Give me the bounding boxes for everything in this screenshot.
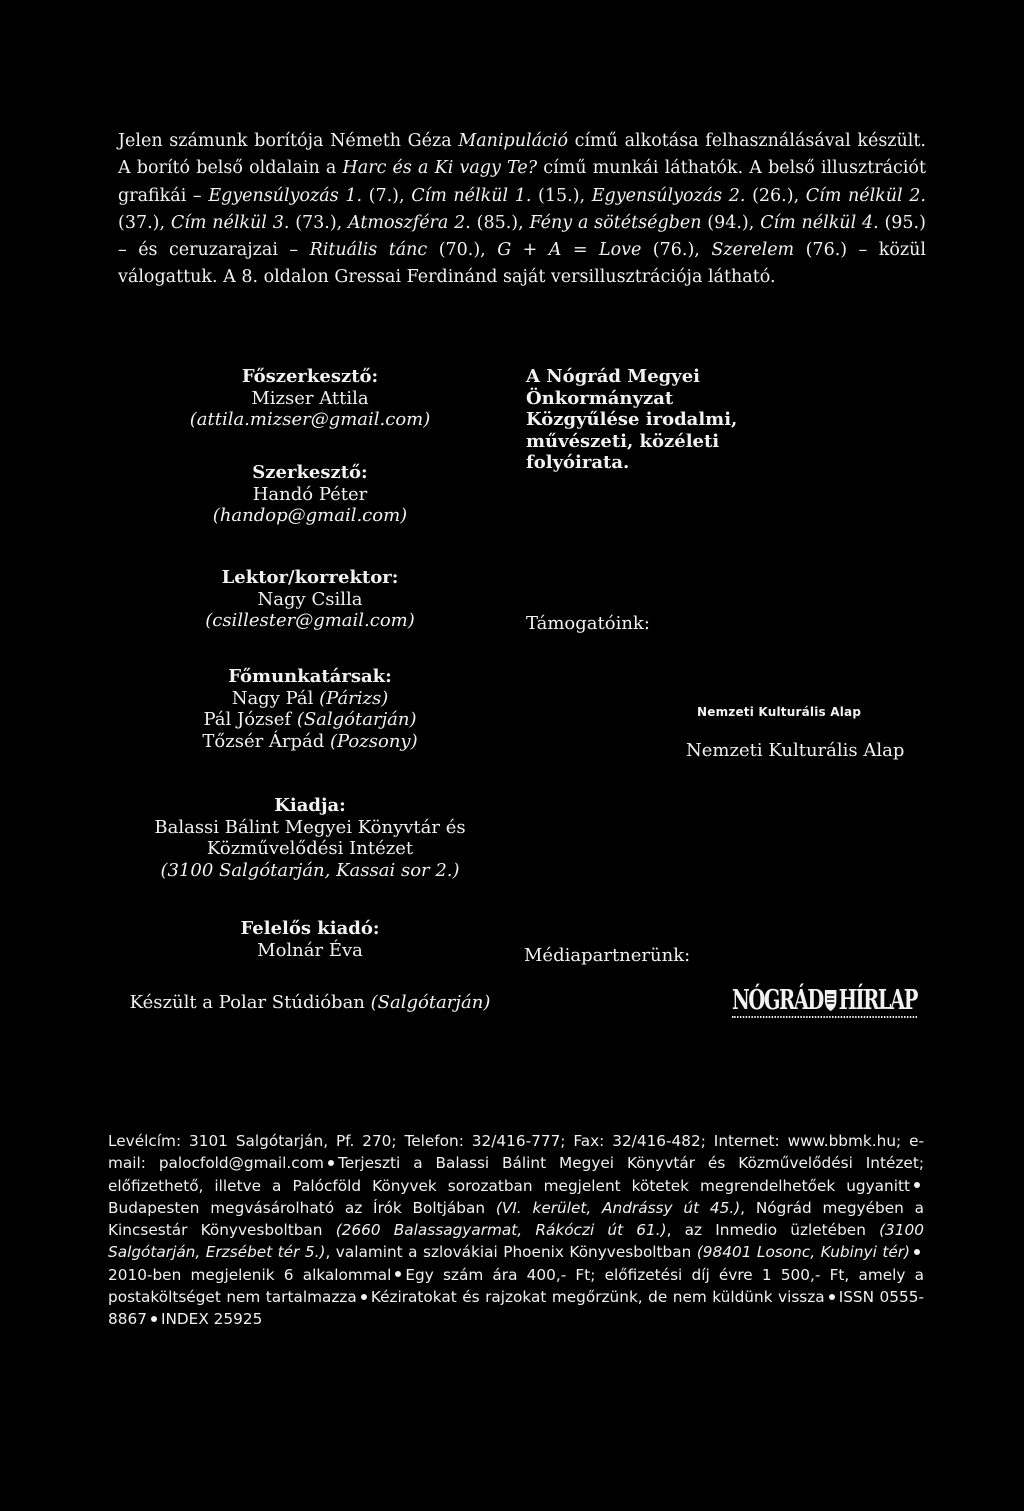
contributor-place: (Párizs) — [319, 687, 389, 709]
intro-text-segment: (95.) – és ceruzarajzai – — [118, 212, 926, 261]
contributors-label: Főmunkatársak: — [228, 666, 392, 687]
contributor-name: Tőzsér Árpád — [202, 730, 331, 752]
editor-in-chief-email: (attila.mizser@gmail.com) — [189, 409, 431, 430]
bullet-dot — [914, 1249, 920, 1255]
footer-text-segment: , valamint a szlovákiai Phoenix Könyvesboltban — [325, 1243, 697, 1262]
intro-text-segment: című alkotása felhasználásával készült. A borító belső oldalain a — [118, 131, 926, 179]
footer-text-segment: Egy szám ára 400,- Ft; előfizetési díj évre 1 500,- Ft, amely a postaköltséget nem tartalmazza — [108, 1265, 924, 1307]
footer-text-segment: INDEX 25925 — [160, 1310, 263, 1329]
intro-text-segment: (26.), — [745, 185, 806, 206]
bullet-dot — [151, 1316, 157, 1322]
intro-text-segment: Manipuláció — [458, 131, 568, 151]
intro-text-segment: Cím nélkül 4. — [760, 212, 879, 233]
contributor-place: (Salgótarján) — [296, 709, 417, 730]
nograd-hirlap-logo — [732, 985, 989, 1018]
contributor-row — [160, 731, 460, 753]
responsible-publisher-label: Felelős kiadó: — [240, 918, 380, 939]
intro-text-segment: (15.), — [531, 185, 592, 206]
intro-text-segment: (85.), — [470, 212, 530, 233]
intro-text-segment: Jelen számunk borítója Németh Géza — [118, 131, 459, 151]
intro-text-segment: Fény a sötétségben — [529, 212, 702, 233]
footer-text-segment: , az Inmedio üzletében — [666, 1221, 880, 1240]
intro-text-segment: Cím nélkül 3. — [170, 212, 290, 233]
journal-line: folyóirata. — [526, 452, 630, 473]
footer-text-segment: (VI. kerület, Andrássy út 45.) — [495, 1198, 741, 1217]
bullet-dot — [361, 1294, 367, 1300]
journal-description — [526, 366, 786, 474]
intro-text-segment: Cím nélkül 1. — [411, 185, 532, 206]
intro-text-segment: (7.), — [362, 185, 412, 206]
footer-info — [108, 1130, 924, 1331]
responsible-publisher-name: Molnár Éva — [257, 939, 363, 961]
publisher-line: Közművelődési Intézet — [206, 838, 414, 859]
journal-line: Önkormányzat — [526, 387, 674, 409]
bullet-dot — [914, 1182, 920, 1188]
supporter-name: Nemzeti Kulturális Alap — [686, 740, 905, 761]
bullet-dot — [395, 1271, 401, 1277]
contributor-name: Nagy Pál — [231, 687, 320, 709]
editor-in-chief-block — [160, 366, 460, 431]
intro-text-segment: (76.) – közül válogattuk. A 8. oldalon Gressai Ferdinánd saját versillusztrációja látható. — [118, 240, 926, 288]
editor-name: Handó Péter — [252, 483, 368, 505]
proofreader-block — [160, 567, 460, 632]
intro-text-segment: (70.), — [427, 240, 498, 261]
studio-place: (Salgótarján) — [370, 992, 491, 1013]
publisher-block — [130, 795, 490, 881]
footer-text-segment: (98401 Losonc, Kubinyi tér) — [696, 1243, 910, 1262]
intro-paragraph — [118, 128, 926, 292]
footer-text-segment: ISSN 0555-8867 — [108, 1288, 924, 1329]
proofreader-email: (csillester@gmail.com) — [205, 610, 415, 631]
nka-logo: Nemzeti Kulturális Alap — [697, 705, 862, 719]
media-partner-label: Médiapartnerünk: — [524, 945, 691, 966]
studio-text: Készült a Polar Stúdióban — [129, 992, 371, 1013]
editor-email: (handop@gmail.com) — [212, 505, 408, 526]
contributor-place: (Pozsony) — [330, 730, 418, 752]
responsible-publisher-block — [160, 918, 460, 961]
intro-text-segment: (73.), — [289, 212, 349, 233]
intro-text-segment: című munkái láthatók. A belső illusztrációt grafikái – — [118, 158, 927, 206]
contributors-block — [160, 666, 460, 752]
journal-line: A Nógrád Megyei — [526, 366, 700, 387]
supporters-label: Támogatóink: — [526, 613, 650, 634]
studio-line — [100, 992, 520, 1014]
bullet-dot — [328, 1160, 334, 1166]
editor-in-chief-label: Főszerkesztő: — [241, 366, 379, 387]
intro-text-segment: G + A = Love — [497, 240, 642, 261]
intro-text-segment: (37.), — [118, 212, 171, 233]
footer-text-segment: 2010-ben megjelenik 6 alkalommal — [108, 1265, 392, 1284]
editor-block — [160, 462, 460, 527]
intro-text-segment: (94.), — [701, 212, 761, 233]
masthead-right: HÍRLAP — [838, 985, 917, 1016]
intro-text-segment: Harc és a Ki vagy Te? — [342, 158, 538, 179]
crest-icon — [823, 988, 837, 1012]
intro-text-segment: Rituális tánc — [309, 240, 428, 261]
intro-text-segment: Egyensúlyozás 1. — [208, 185, 363, 206]
proofreader-name: Nagy Csilla — [257, 588, 363, 610]
proofreader-label: Lektor/korrektor: — [221, 567, 399, 588]
contributor-row — [160, 688, 460, 710]
editor-in-chief-name: Mizser Attila — [251, 387, 369, 409]
journal-line: művészeti, közéleti — [526, 430, 720, 452]
intro-text-segment: (76.), — [641, 240, 712, 261]
footer-text-segment: (2660 Balassagyarmat, Rákóczi út 61.) — [335, 1221, 667, 1240]
journal-line: Közgyűlése irodalmi, — [526, 409, 738, 430]
contributor-row — [160, 709, 460, 731]
contributor-name: Pál József — [203, 709, 297, 730]
editor-label: Szerkesztő: — [252, 462, 368, 483]
intro-text-segment: Egyensúlyozás 2. — [591, 185, 746, 206]
publisher-address: (3100 Salgótarján, Kassai sor 2.) — [160, 859, 460, 881]
publisher-line: Balassi Bálint Megyei Könyvtár és — [154, 816, 466, 838]
masthead-left: NÓGRÁD — [732, 985, 823, 1016]
footer-text-segment: Levélcím: 3101 Salgótarján, Pf. 270; Telefon: 32/416-777; Fax: 32/416-482; Internet: www.bbmk.hu; e-mail: palocfold@gmail.com — [108, 1132, 924, 1173]
masthead — [732, 985, 917, 1018]
bullet-dot — [829, 1294, 835, 1300]
intro-text-segment: Szerelem — [711, 240, 795, 261]
footer-text-segment: Budapesten megvásárolható az Írók Boltjában — [108, 1198, 496, 1217]
footer-text-segment: (3100 Salgótarján, Erzsébet tér 5.) — [108, 1221, 924, 1262]
footer-text-segment: Terjeszti a Balassi Bálint Megyei Könyvtár és Közművelődési Intézet; előfizethető, illetve a Palócföld Könyvek sorozatban megjelent kötetek megrendelhetőek ugyanitt — [108, 1154, 924, 1195]
footer-text-segment: Kéziratokat és rajzokat megőrzünk, de nem küldünk vissza — [370, 1288, 825, 1307]
intro-text-segment: Atmoszféra 2. — [348, 212, 471, 233]
intro-text-segment: Cím nélkül 2. — [805, 185, 926, 206]
footer-text-segment: , Nógrád megyében a Kincsestár Könyvesboltban — [108, 1198, 925, 1240]
publisher-label: Kiadja: — [274, 795, 346, 816]
